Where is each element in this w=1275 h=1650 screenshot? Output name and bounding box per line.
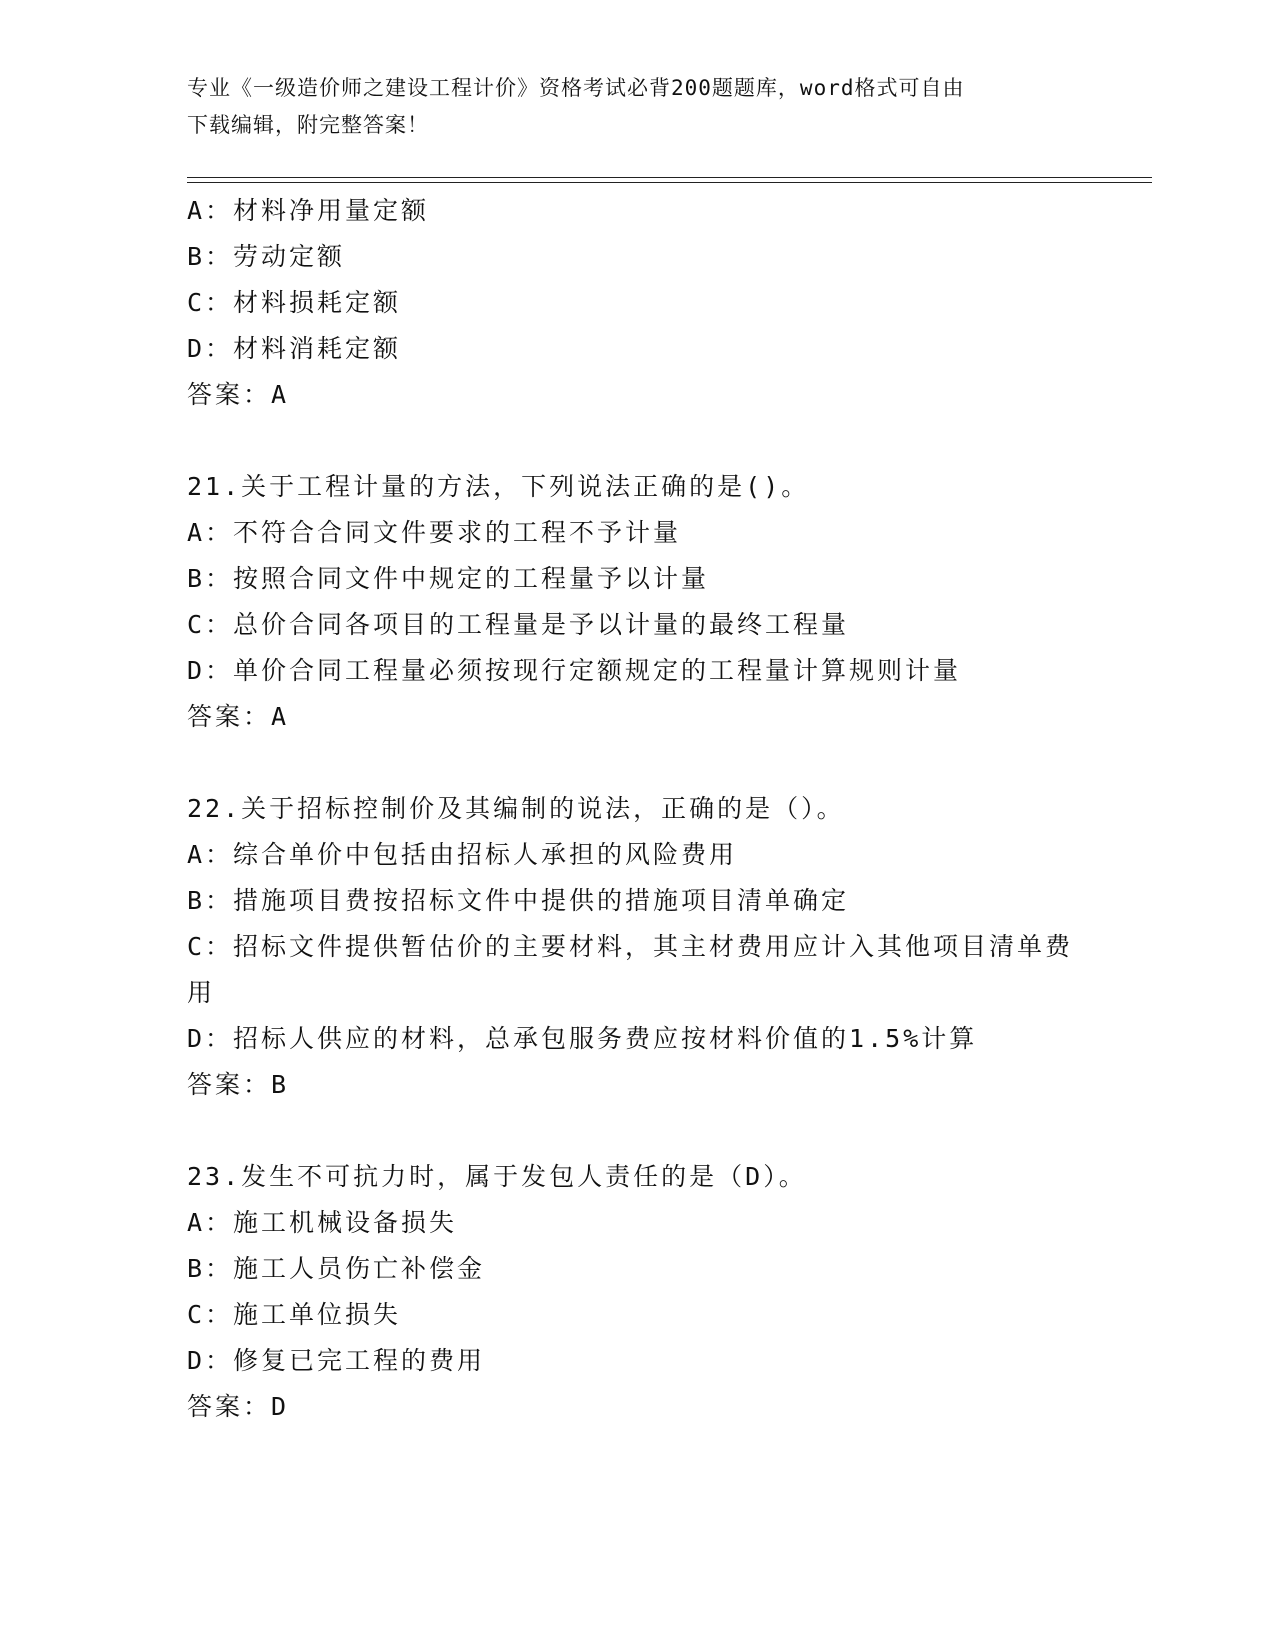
answer-line <box>187 372 1087 418</box>
answer-line <box>187 694 1087 740</box>
option-c: C：材料损耗定额 <box>187 288 402 317</box>
answer-value: D <box>271 1392 289 1421</box>
answer-value: B <box>271 1070 289 1099</box>
question-21 <box>187 464 1087 740</box>
spacer <box>187 418 1087 464</box>
answer-value: A <box>271 380 289 409</box>
spacer <box>187 1108 1087 1154</box>
answer-label: 答案： <box>187 1070 272 1099</box>
answer-label: 答案： <box>187 702 272 731</box>
spacer <box>187 740 1087 786</box>
option-d: D：招标人供应的材料，总承包服务费应按材料价值的1.5%计算 <box>187 1024 978 1053</box>
question-22 <box>187 786 1087 1108</box>
header-divider-bottom <box>187 182 1152 183</box>
question-list <box>187 188 1087 1430</box>
answer-line <box>187 1384 1087 1430</box>
question-23 <box>187 1154 1087 1430</box>
option-b: B：措施项目费按招标文件中提供的措施项目清单确定 <box>187 886 850 915</box>
question-text: 23.发生不可抗力时，属于发包人责任的是（D）。 <box>187 1162 807 1191</box>
header-line-2: 下载编辑，附完整答案！ <box>187 113 429 137</box>
answer-line <box>187 1062 1087 1108</box>
answer-label: 答案： <box>187 380 272 409</box>
answer-value: A <box>271 702 289 731</box>
question-20 <box>187 188 1087 418</box>
option-c: C：施工单位损失 <box>187 1300 402 1329</box>
option-a: A：材料净用量定额 <box>187 196 430 225</box>
option-a: A：施工机械设备损失 <box>187 1208 458 1237</box>
option-b: B：劳动定额 <box>187 242 346 271</box>
option-a: A：不符合合同文件要求的工程不予计量 <box>187 518 682 547</box>
option-b: B：施工人员伤亡补偿金 <box>187 1254 486 1283</box>
option-b: B：按照合同文件中规定的工程量予以计量 <box>187 564 710 593</box>
question-text: 22.关于招标控制价及其编制的说法，正确的是（）。 <box>187 794 845 823</box>
option-d: D：修复已完工程的费用 <box>187 1346 486 1375</box>
option-c: C：总价合同各项目的工程量是予以计量的最终工程量 <box>187 610 850 639</box>
option-d: D：材料消耗定额 <box>187 334 402 363</box>
option-d: D：单价合同工程量必须按现行定额规定的工程量计算规则计量 <box>187 656 962 685</box>
question-text: 21.关于工程计量的方法，下列说法正确的是()。 <box>187 472 810 501</box>
option-a: A：综合单价中包括由招标人承担的风险费用 <box>187 840 738 869</box>
header-line-1: 专业《一级造价师之建设工程计价》资格考试必背200题题库，word格式可自由 <box>187 76 965 100</box>
option-c: C：招标文件提供暂估价的主要材料，其主材费用应计入其他项目清单费用 <box>187 932 1074 1007</box>
answer-label: 答案： <box>187 1392 272 1421</box>
header-divider-top <box>187 177 1152 178</box>
document-header <box>187 70 1067 144</box>
